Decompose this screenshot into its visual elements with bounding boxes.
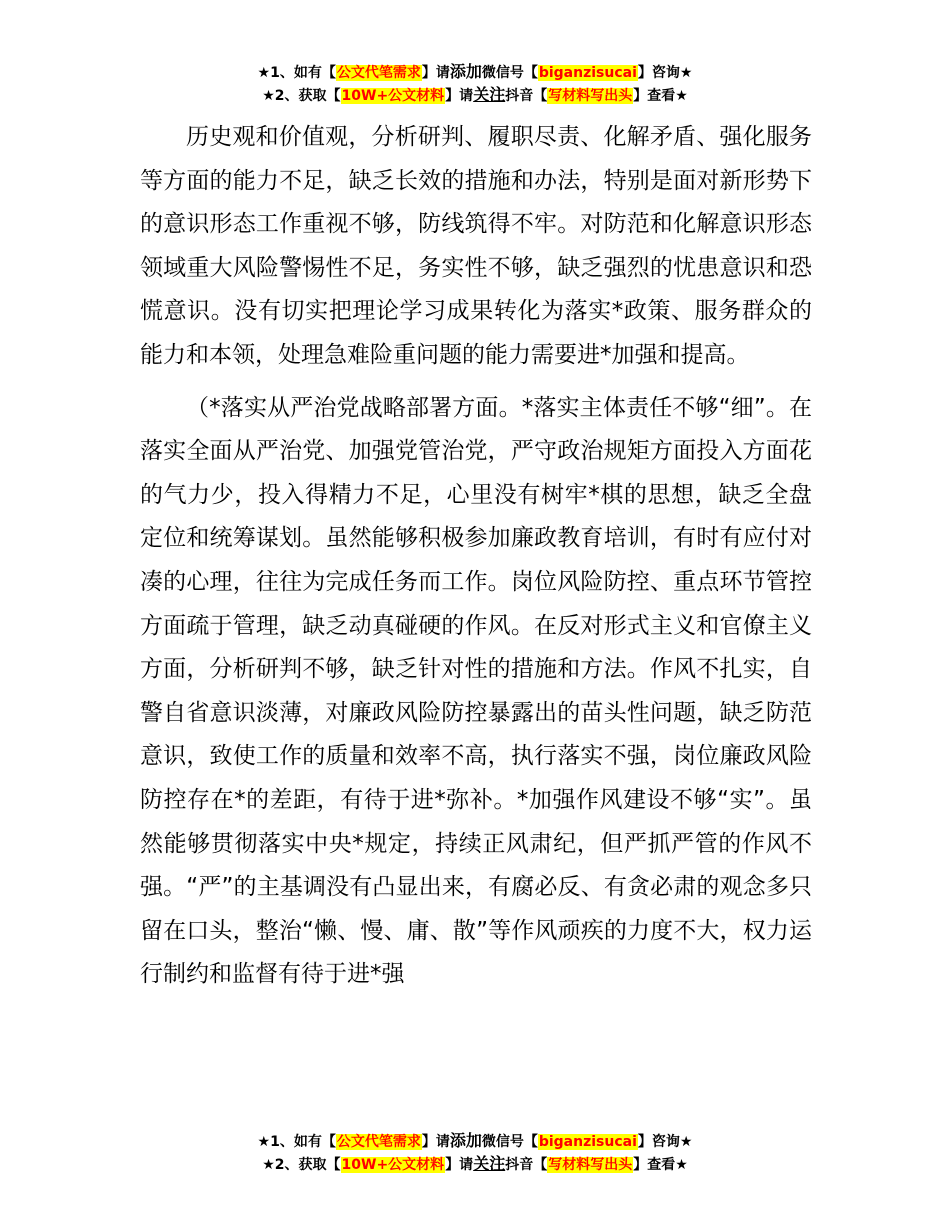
banner-text: ★2、获取【: [262, 1157, 341, 1173]
highlight-materials: 10W+公文材料: [341, 88, 445, 104]
paragraph-2: （*落实从严治党战略部署方面。*落实主体责任不够“细”。在落实全面从严治党、加强党管治党，严守政治规矩方面投入方面花的气力少，投入得精力不足，心里没有树牢*棋的思想，缺乏全盘定位和统筹谋划。虽然能够积极参加廉政教育培训，有时有应付对凑的心理，往往为完成任务而工作。岗位风险防控、重点环节管控方面疏于管理，缺乏动真碰硬的作风。在反对形式主义和官僚主义方面，分析研判不够，缺乏针对性的措施和方法。作风不扎实，自警自省意识淡薄，对廉政风险防控暴露出的苗头性问题，缺乏防范意识，致使工作的质量和效率不高，执行落实不强，岗位廉政风险防控存在*的差距，有待于进*弥补。*加强作风建设不够“实”。虽然能够贯彻落实中央*规定，持续正风肃纪，但严抓严管的作风不强。“严”的主基调没有凸显出来，有腐必反、有贪必肃的观念多只留在口头，整治“懒、慢、庸、散”等作风顽疾的力度不大，权力运行制约和监督有待于进*强: [140, 394, 812, 988]
highlight-wechat-id: biganzisucai: [538, 65, 637, 81]
highlight-douyin-account: 写材料写出头: [548, 1157, 633, 1173]
banner-text: ★1、如有: [257, 1134, 322, 1150]
highlight-douyin-account: 写材料写出头: [548, 88, 633, 104]
footer-banner-line-1: [0, 1130, 950, 1153]
banner-text: 抖音【: [505, 1157, 548, 1173]
emphasis-add: 添加: [449, 62, 482, 81]
banner-text: 微信号【: [481, 1134, 538, 1150]
banner-text: 】咨询★: [637, 1134, 693, 1150]
banner-text: 】查看★: [633, 88, 688, 104]
header-banner-line-1: [0, 61, 950, 84]
document-body: [140, 116, 812, 997]
highlight-service: 公文代笔需求: [336, 1134, 421, 1150]
header-banner-line-2: [0, 84, 950, 107]
banner-text: 微信号【: [481, 65, 538, 81]
banner-text: ★2、获取【: [262, 88, 341, 104]
emphasis-follow: 关注: [473, 85, 506, 104]
emphasis-add: 添加: [449, 1131, 482, 1150]
banner-text: 】咨询★: [637, 65, 693, 81]
banner-text: 】请: [445, 88, 474, 104]
banner-text: 【: [321, 65, 336, 81]
paragraph-1: 历史观和价值观，分析研判、履职尽责、化解矛盾、强化服务等方面的能力不足，缺乏长效的措施和办法，特别是面对新形势下的意识形态工作重视不够，防线筑得不牢。对防范和化解意识形态领域重大风险警惕性不足，务实性不够，缺乏强烈的忧患意识和恐慌意识。没有切实把理论学习成果转化为落实*政策、服务群众的能力和本领，处理急难险重问题的能力需要进*加强和提高。: [140, 124, 812, 368]
footer-banner: [0, 1130, 950, 1176]
highlight-service: 公文代笔需求: [336, 65, 421, 81]
banner-text: ★1、如有: [257, 65, 322, 81]
banner-text: 】请: [445, 1157, 474, 1173]
banner-text: 】查看★: [633, 1157, 688, 1173]
emphasis-follow: 关注: [473, 1154, 506, 1173]
highlight-wechat-id: biganzisucai: [538, 1134, 637, 1150]
banner-text: 】请: [421, 65, 450, 81]
header-banner: [0, 61, 950, 107]
banner-text: 【: [321, 1134, 336, 1150]
highlight-materials: 10W+公文材料: [341, 1157, 445, 1173]
footer-banner-line-2: [0, 1153, 950, 1176]
banner-text: 】请: [421, 1134, 450, 1150]
banner-text: 抖音【: [505, 88, 548, 104]
